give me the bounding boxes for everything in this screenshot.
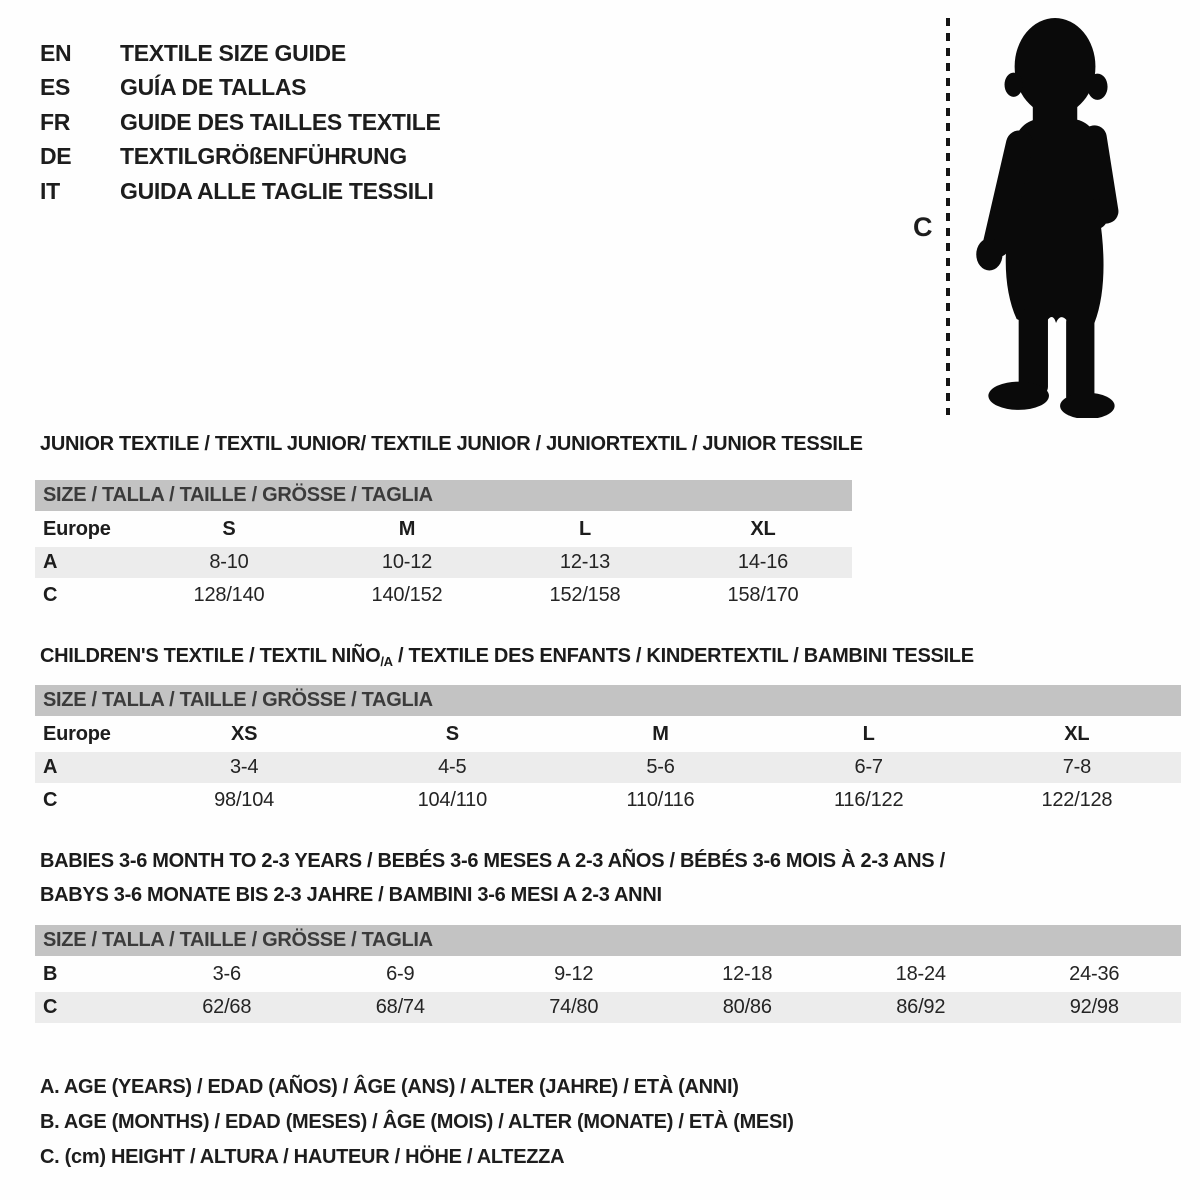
height-value: 158/170	[727, 584, 799, 606]
height-value: 110/116	[626, 789, 695, 811]
row-label: A	[43, 756, 58, 778]
age-value: 4-5	[438, 756, 467, 778]
lang-row-de	[40, 140, 441, 175]
babies-row-c	[35, 992, 1181, 1023]
age-months-value: 6-9	[386, 963, 415, 985]
age-months-value: 9-12	[554, 963, 594, 985]
age-value: 7-8	[1062, 756, 1092, 778]
height-value: 122/128	[1041, 789, 1113, 811]
lang-title: GUÍA DE TALLAS	[120, 74, 307, 101]
height-value: 98/104	[214, 789, 275, 811]
children-row-a	[35, 752, 1181, 783]
row-label: B	[43, 963, 58, 985]
height-value: 92/98	[1069, 996, 1119, 1018]
region-label: Europe	[43, 723, 111, 745]
size-col-header: S	[222, 518, 236, 540]
lang-code: FR	[40, 108, 71, 135]
height-value: 152/158	[549, 584, 621, 606]
children-size-bar: SIZE / TALLA / TAILLE / GRÖSSE / TAGLIA	[35, 685, 1181, 716]
children-title-part2: / TEXTILE DES ENFANTS / KINDERTEXTIL / BAMBINI TESSILE	[392, 645, 974, 667]
age-value: 12-13	[559, 551, 611, 573]
junior-row-a	[35, 547, 852, 578]
lang-row-en	[40, 36, 441, 71]
row-label: C	[43, 584, 58, 606]
lang-title: GUIDE DES TAILLES TEXTILE	[120, 108, 441, 135]
row-label: C	[43, 996, 58, 1018]
junior-section-title: JUNIOR TEXTILE / TEXTIL JUNIOR/ TEXTILE JUNIOR / JUNIORTEXTIL / JUNIOR TESSILE	[40, 433, 863, 455]
children-title-part1: CHILDREN'S TEXTILE / TEXTIL NIÑO	[40, 645, 381, 667]
height-value: 80/86	[722, 996, 772, 1018]
lang-code: DE	[40, 143, 72, 170]
babies-section-title-line2: BABYS 3-6 MONATE BIS 2-3 JAHRE / BAMBINI 3-6 MESI A 2-3 ANNI	[40, 884, 662, 906]
age-months-value: 3-6	[212, 963, 241, 985]
size-col-header: L	[862, 723, 875, 745]
height-value: 74/80	[549, 996, 599, 1018]
babies-section-title-line1: BABIES 3-6 MONTH TO 2-3 YEARS / BEBÉS 3-6 MESES A 2-3 AÑOS / BÉBÉS 3-6 MOIS À 2-3 ANS /	[40, 850, 945, 872]
height-value: 68/74	[375, 996, 425, 1018]
region-label: Europe	[43, 518, 111, 540]
row-label: C	[43, 789, 58, 811]
children-row-c	[35, 785, 1181, 816]
size-col-header: M	[398, 518, 416, 540]
height-measure-label: C	[913, 212, 933, 242]
age-months-value: 18-24	[895, 963, 946, 985]
size-col-header: XL	[1064, 723, 1090, 745]
lang-row-es	[40, 71, 441, 106]
size-col-header: XL	[750, 518, 776, 540]
legend-line-b: B. AGE (MONTHS) / EDAD (MESES) / ÂGE (MOIS) / ALTER (MONATE) / ETÀ (MESI)	[40, 1111, 794, 1133]
junior-row-c	[35, 580, 852, 611]
legend-line-a: A. AGE (YEARS) / EDAD (AÑOS) / ÂGE (ANS) / ALTER (JAHRE) / ETÀ (ANNI)	[40, 1076, 739, 1098]
lang-code: EN	[40, 39, 72, 66]
height-value: 140/152	[371, 584, 443, 606]
age-months-value: 24-36	[1069, 963, 1120, 985]
lang-row-fr	[40, 105, 441, 140]
children-section-title	[40, 645, 974, 669]
lang-row-it	[40, 174, 441, 209]
babies-row-b	[35, 959, 1181, 990]
children-size-table	[35, 685, 1181, 818]
junior-size-bar: SIZE / TALLA / TAILLE / GRÖSSE / TAGLIA	[35, 480, 852, 511]
age-value: 8-10	[209, 551, 249, 573]
lang-code: ES	[40, 74, 71, 101]
height-value: 128/140	[193, 584, 265, 606]
language-title-block	[40, 36, 441, 209]
lang-title: TEXTILGRÖßENFÜHRUNG	[120, 143, 407, 170]
lang-title: TEXTILE SIZE GUIDE	[120, 39, 346, 66]
baby-silhouette-icon	[963, 14, 1141, 418]
size-col-header: XS	[230, 723, 258, 745]
babies-size-table	[35, 925, 1181, 1025]
height-value: 62/68	[202, 996, 252, 1018]
age-value: 5-6	[646, 756, 675, 778]
height-value: 104/110	[417, 789, 487, 811]
legend-line-c: C. (cm) HEIGHT / ALTURA / HAUTEUR / HÖHE / ALTEZZA	[40, 1146, 565, 1168]
legend-block	[40, 1070, 794, 1175]
size-col-header: M	[652, 723, 669, 745]
babies-size-bar: SIZE / TALLA / TAILLE / GRÖSSE / TAGLIA	[35, 925, 1181, 956]
lang-code: IT	[40, 177, 60, 204]
junior-header-row	[35, 514, 852, 545]
dashed-measure-line	[946, 18, 950, 415]
size-col-header: S	[445, 723, 459, 745]
size-col-header: L	[578, 518, 592, 540]
junior-size-table	[35, 480, 852, 613]
age-value: 14-16	[737, 551, 789, 573]
row-label: A	[43, 551, 58, 573]
height-value: 86/92	[896, 996, 946, 1018]
lang-title: GUIDA ALLE TAGLIE TESSILI	[120, 177, 434, 204]
age-value: 10-12	[381, 551, 433, 573]
height-value: 116/122	[833, 789, 904, 811]
children-title-subscript: /A	[380, 654, 393, 669]
age-months-value: 12-18	[722, 963, 773, 985]
age-value: 6-7	[854, 756, 883, 778]
age-value: 3-4	[229, 756, 259, 778]
children-header-row	[35, 719, 1181, 750]
